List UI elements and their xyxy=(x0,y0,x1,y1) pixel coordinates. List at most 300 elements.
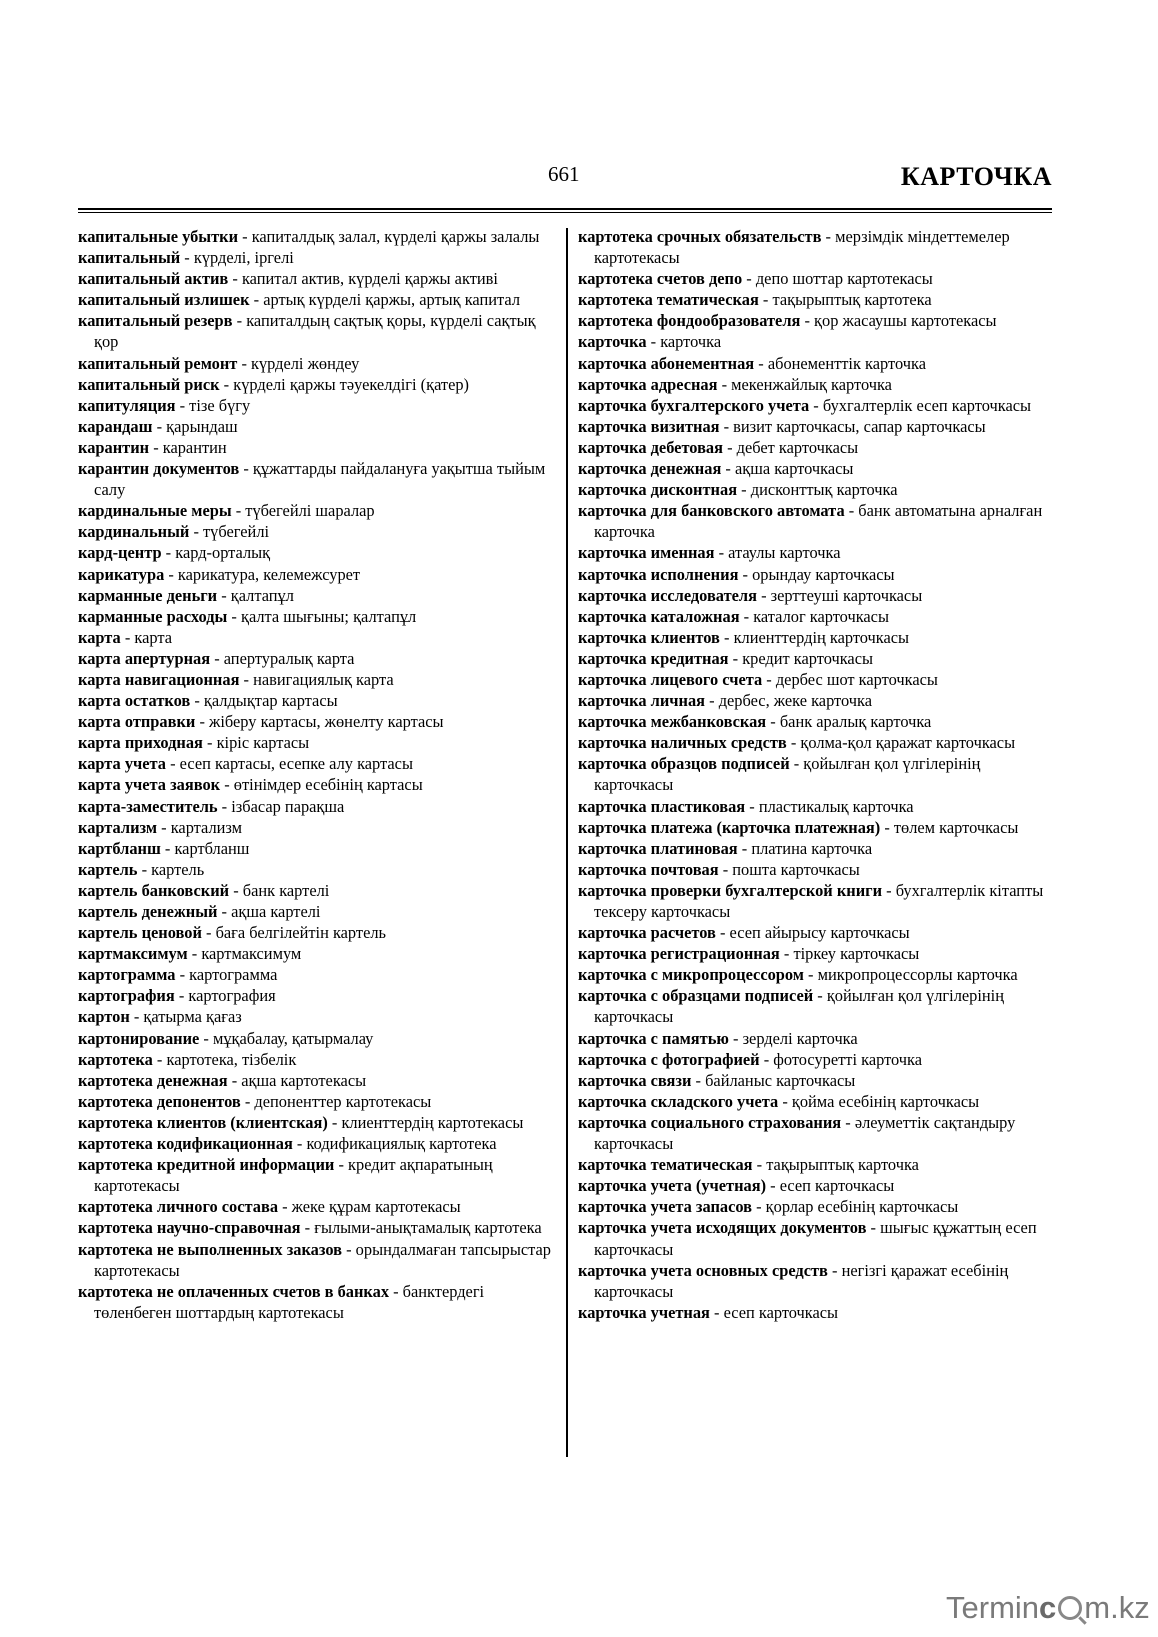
entry-separator: - xyxy=(754,353,768,373)
entry-term: карточка учета запасов xyxy=(578,1197,753,1217)
entry-term: картонирование xyxy=(78,1028,200,1048)
entry-term: карточка кредитная xyxy=(578,648,729,668)
entry-separator: - xyxy=(738,564,753,584)
dictionary-entry xyxy=(578,711,1060,732)
entry-definition: қолма-қол қаражат карточкасы xyxy=(800,733,1016,753)
dictionary-entry xyxy=(578,395,1060,416)
dictionary-entry xyxy=(578,817,1060,838)
entry-definition: картограмма xyxy=(189,965,278,985)
entry-separator: - xyxy=(249,290,264,310)
dictionary-entry xyxy=(78,564,556,585)
entry-separator: - xyxy=(728,1028,743,1048)
entry-definition: түбегейлі xyxy=(203,522,270,542)
entry-definition: ғылыми-анықтамалық картотека xyxy=(314,1218,542,1238)
dictionary-entry xyxy=(78,374,556,395)
entry-separator: - xyxy=(152,1049,167,1069)
entry-definition: мерзімдік міндеттемелер картотекасы xyxy=(594,227,1010,268)
entry-separator: - xyxy=(199,1028,213,1048)
dictionary-entry xyxy=(78,542,556,563)
entry-term: капитальный актив xyxy=(78,269,229,289)
entry-definition: депоненттер картотекасы xyxy=(254,1091,432,1111)
dictionary-entry xyxy=(78,353,556,374)
entry-separator: - xyxy=(844,501,859,521)
dictionary-entry xyxy=(78,416,556,437)
entry-term: карточка учета исходящих документов xyxy=(578,1218,867,1238)
entry-definition: құжаттарды пайдалануға уақытша тыйым салу xyxy=(94,459,546,500)
entry-separator: - xyxy=(174,986,189,1006)
entry-term: кардинальные меры xyxy=(78,501,232,521)
entry-definition: ақша картотекасы xyxy=(241,1070,367,1090)
entry-definition: орындалмаған тапсырыстар картотекасы xyxy=(94,1239,551,1280)
entry-separator: - xyxy=(762,669,776,689)
entry-term: кардинальный xyxy=(78,522,190,542)
entry-separator: - xyxy=(880,817,894,837)
dictionary-entry xyxy=(578,1196,1060,1217)
entry-term: карточка каталожная xyxy=(578,606,740,626)
watermark-text-end: m.kz xyxy=(1084,1590,1150,1625)
dictionary-entry xyxy=(578,331,1060,352)
dictionary-entry xyxy=(78,1091,556,1112)
entry-definition: пластикалық карточка xyxy=(758,796,914,816)
entry-separator: - xyxy=(238,227,252,246)
entry-term: картон xyxy=(78,1007,130,1027)
dictionary-entry xyxy=(78,1196,556,1217)
entry-term: карточка расчетов xyxy=(578,923,716,943)
dictionary-entry xyxy=(78,585,556,606)
entry-definition: апертуралық карта xyxy=(223,648,355,668)
entry-separator: - xyxy=(800,311,815,331)
dictionary-entry xyxy=(78,648,556,669)
dictionary-entry xyxy=(578,310,1060,331)
entry-definition: кредит карточкасы xyxy=(742,648,873,668)
dictionary-entry xyxy=(578,226,1060,268)
entry-term: картбланш xyxy=(78,838,161,858)
entry-definition: клиенттердің картотекасы xyxy=(341,1112,524,1132)
entry-definition: кодификациялық картотека xyxy=(306,1134,497,1154)
entry-term: карточка абонементная xyxy=(578,353,755,373)
entry-definition: капиталдық залал, күрделі қаржы залалы xyxy=(251,227,540,246)
entry-separator: - xyxy=(239,459,253,479)
entry-definition: қалдықтар картасы xyxy=(203,691,338,711)
entry-separator: - xyxy=(149,437,163,457)
entry-term: карточка с микропроцессором xyxy=(578,965,804,985)
entry-separator: - xyxy=(745,796,759,816)
entry-term: картография xyxy=(78,986,175,1006)
entry-term: карточка для банковского автомата xyxy=(578,501,845,521)
entry-definition: қатырма қағаз xyxy=(143,1007,242,1027)
dictionary-entry xyxy=(578,880,1060,922)
entry-term: карта-заместитель xyxy=(78,796,218,816)
entry-term: карточка денежная xyxy=(578,459,722,479)
entry-term: картель банковский xyxy=(78,880,230,900)
entry-term: карта учета заявок xyxy=(78,775,221,795)
dictionary-entry xyxy=(578,479,1060,500)
entry-definition: есеп айырысу карточкасы xyxy=(729,923,910,943)
entry-separator: - xyxy=(737,838,752,858)
entry-separator: - xyxy=(166,754,180,774)
entry-term: карикатура xyxy=(78,564,165,584)
entry-term: картотека личного состава xyxy=(78,1197,279,1217)
entry-definition: қалта шығыны; қалтапұл xyxy=(240,606,417,626)
entry-term: капитальный ремонт xyxy=(78,353,238,373)
entry-definition: пошта карточкасы xyxy=(732,859,860,879)
entry-term: карточка платежа (карточка платежная) xyxy=(578,817,881,837)
entry-definition: депо шоттар картотекасы xyxy=(755,269,933,289)
entry-separator: - xyxy=(803,965,818,985)
entry-term: карточка xyxy=(578,332,647,352)
entry-term: карта xyxy=(78,627,121,647)
entry-definition: қарындаш xyxy=(166,416,238,436)
entry-separator: - xyxy=(239,669,254,689)
entry-term: карточка регистрационная xyxy=(578,944,780,964)
dictionary-entry xyxy=(578,416,1060,437)
entry-term: карточка складского учета xyxy=(578,1091,779,1111)
entry-separator: - xyxy=(342,1239,356,1259)
entry-term: карточка учета (учетная) xyxy=(578,1176,767,1196)
dictionary-entry xyxy=(78,796,556,817)
entry-definition: дебет карточкасы xyxy=(736,437,859,457)
entry-separator: - xyxy=(691,1070,706,1090)
header-rule xyxy=(78,208,1052,210)
entry-separator: - xyxy=(718,859,733,879)
entry-separator: - xyxy=(752,1155,767,1175)
entry-term: карта остатков xyxy=(78,691,191,711)
entry-separator: - xyxy=(232,311,247,331)
entry-separator: - xyxy=(160,838,175,858)
dictionary-entry xyxy=(78,922,556,943)
entry-separator: - xyxy=(137,859,152,879)
dictionary-entry xyxy=(78,690,556,711)
dictionary-entry xyxy=(78,437,556,458)
entry-term: карта навигационная xyxy=(78,669,240,689)
entry-separator: - xyxy=(827,1260,842,1280)
entry-separator: - xyxy=(752,1197,766,1217)
entry-term: картотека фондообразователя xyxy=(578,311,801,331)
page-title: КАРТОЧКА xyxy=(900,162,1052,191)
entry-definition: тақырыптық картотека xyxy=(772,290,932,310)
dictionary-entry xyxy=(578,964,1060,985)
watermark-text-accent: c xyxy=(1039,1590,1057,1625)
dictionary-entry xyxy=(578,1091,1060,1112)
entry-separator: - xyxy=(739,606,754,626)
dictionary-entry xyxy=(578,1175,1060,1196)
entry-separator: - xyxy=(705,691,719,711)
entry-separator: - xyxy=(220,775,234,795)
entry-separator: - xyxy=(709,1302,724,1322)
entry-definition: картография xyxy=(188,986,276,1006)
entry-separator: - xyxy=(189,522,204,542)
entry-definition: абонементтік карточка xyxy=(767,353,926,373)
entry-definition: карточка xyxy=(660,332,722,352)
entry-separator: - xyxy=(227,1070,242,1090)
entry-separator: - xyxy=(217,902,232,921)
dictionary-entry xyxy=(78,1133,556,1154)
entry-term: карманные расходы xyxy=(78,606,228,626)
entry-term: картотека срочных обязательств xyxy=(578,227,822,246)
entry-definition: қойылған қол үлгілерінің карточкасы xyxy=(594,754,981,795)
entry-term: картотека кредитной информации xyxy=(78,1155,335,1175)
entry-term: карта приходная xyxy=(78,733,203,753)
dictionary-entry xyxy=(78,606,556,627)
entry-definition: орындау карточкасы xyxy=(752,564,895,584)
entry-definition: карта xyxy=(134,627,173,647)
entry-definition: шығыс құжаттың есеп карточкасы xyxy=(594,1218,1037,1259)
entry-separator: - xyxy=(723,437,737,457)
dictionary-entry xyxy=(578,985,1060,1027)
entry-definition: навигациялық карта xyxy=(253,669,394,689)
entry-separator: - xyxy=(217,585,231,605)
entry-definition: күрделі қаржы тәуекелдігі (қатер) xyxy=(233,374,470,394)
entry-definition: қалтапұл xyxy=(230,585,294,605)
entry-term: капитальный риск xyxy=(78,374,220,394)
entry-separator: - xyxy=(779,944,794,964)
entry-separator: - xyxy=(719,416,734,436)
entry-separator: - xyxy=(721,459,735,479)
entry-separator: - xyxy=(278,1197,292,1217)
entry-separator: - xyxy=(175,395,190,415)
dictionary-entry xyxy=(78,1239,556,1281)
dictionary-entry xyxy=(578,606,1060,627)
dictionary-entry xyxy=(78,1070,556,1091)
dictionary-entry xyxy=(78,985,556,1006)
entry-term: карточка наличных средств xyxy=(578,733,787,753)
entry-separator: - xyxy=(129,1007,144,1027)
dictionary-entry xyxy=(78,838,556,859)
entry-term: картализм xyxy=(78,817,158,837)
dictionary-entry xyxy=(78,943,556,964)
entry-separator: - xyxy=(292,1134,307,1154)
dictionary-entry xyxy=(78,226,556,247)
entry-separator: - xyxy=(789,754,804,774)
entry-separator: - xyxy=(237,353,251,373)
entry-definition: баға белгілейтін картель xyxy=(215,923,386,943)
dictionary-entry xyxy=(78,901,556,922)
dictionary-entry xyxy=(78,859,556,880)
dictionary-entry xyxy=(578,943,1060,964)
entry-definition: фотосуретті карточка xyxy=(773,1049,923,1069)
entry-term: картотека научно-справочная xyxy=(78,1218,301,1238)
entry-separator: - xyxy=(202,733,217,753)
entry-definition: микропроцессорлы карточка xyxy=(817,965,1018,985)
entry-term: картотека клиентов (клиентская) xyxy=(78,1112,328,1132)
entry-separator: - xyxy=(742,269,756,289)
entry-separator: - xyxy=(841,1112,855,1132)
watermark-text-start: Termin xyxy=(946,1590,1040,1625)
entry-term: капитальный xyxy=(78,248,181,268)
dictionary-entry xyxy=(78,500,556,521)
dictionary-entry xyxy=(78,669,556,690)
entry-definition: төлем карточкасы xyxy=(893,817,1019,837)
entry-definition: бухгалтерлік кітапты тексеру карточкасы xyxy=(594,880,1044,921)
entry-definition: картмаксимум xyxy=(201,944,302,964)
dictionary-entry xyxy=(78,711,556,732)
entry-term: картель денежный xyxy=(78,902,218,921)
entry-separator: - xyxy=(813,986,827,1006)
dictionary-entry xyxy=(578,1049,1060,1070)
entry-term: картотека кодификационная xyxy=(78,1134,293,1154)
dictionary-entry xyxy=(578,437,1060,458)
entry-definition: тақырыптық карточка xyxy=(766,1155,919,1175)
entry-separator: - xyxy=(180,248,194,268)
entry-separator: - xyxy=(717,374,732,394)
dictionary-entry xyxy=(78,817,556,838)
entry-term: капитуляция xyxy=(78,395,176,415)
entry-term: картотека депонентов xyxy=(78,1091,241,1111)
entry-definition: жіберу картасы, жөнелту картасы xyxy=(209,712,444,732)
entry-term: карточка учетная xyxy=(578,1302,710,1322)
dictionary-entry xyxy=(78,1028,556,1049)
entry-definition: есеп картасы, есепке алу картасы xyxy=(179,754,413,774)
entry-definition: есеп карточкасы xyxy=(723,1302,839,1322)
entry-separator: - xyxy=(389,1281,403,1301)
dictionary-entry xyxy=(578,1070,1060,1091)
entry-term: карточка дисконтная xyxy=(578,480,738,500)
entry-separator: - xyxy=(758,290,773,310)
entry-term: карточка почтовая xyxy=(578,859,719,879)
entry-separator: - xyxy=(715,923,730,943)
entry-definition: ақша карточкасы xyxy=(734,459,854,479)
entry-definition: байланыс карточкасы xyxy=(705,1070,856,1090)
entry-definition: дисконттық карточка xyxy=(750,480,898,500)
entry-definition: банк картелі xyxy=(242,880,330,900)
entry-separator: - xyxy=(229,880,243,900)
dictionary-entry xyxy=(578,922,1060,943)
right-column xyxy=(578,226,1060,1323)
dictionary-entry xyxy=(78,880,556,901)
entry-definition: картализм xyxy=(170,817,243,837)
entry-term: кард-центр xyxy=(78,543,162,563)
entry-definition: мекенжайлық карточка xyxy=(731,374,892,394)
entry-definition: қойма есебінің карточкасы xyxy=(791,1091,980,1111)
entry-term: карточка межбанковская xyxy=(578,712,767,732)
entry-definition: банктердегі төленбеген шоттардың картотекасы xyxy=(94,1281,485,1322)
entry-definition: клиенттердің карточкасы xyxy=(733,627,910,647)
entry-term: карточка связи xyxy=(578,1070,692,1090)
entry-separator: - xyxy=(882,880,896,900)
entry-term: карточка учета основных средств xyxy=(578,1260,828,1280)
entry-term: капитальные убытки xyxy=(78,227,239,246)
dictionary-entry xyxy=(578,268,1060,289)
entry-term: картограмма xyxy=(78,965,176,985)
entry-term: картотека xyxy=(78,1049,153,1069)
dictionary-entry xyxy=(578,669,1060,690)
entry-term: карточка с фотографией xyxy=(578,1049,760,1069)
entry-definition: бухгалтерлік есеп карточкасы xyxy=(822,395,1032,415)
entry-definition: зерделі карточка xyxy=(742,1028,858,1048)
entry-term: карточка визитная xyxy=(578,416,720,436)
dictionary-entry xyxy=(78,268,556,289)
entry-separator: - xyxy=(866,1218,881,1238)
entry-separator: - xyxy=(728,648,743,668)
entry-definition: ақша картелі xyxy=(231,902,321,921)
entry-definition: тізе бүгу xyxy=(189,395,251,415)
entry-definition: ізбасар парақша xyxy=(231,796,345,816)
entry-separator: - xyxy=(187,944,202,964)
dictionary-entry xyxy=(578,1154,1060,1175)
entry-term: капитальный излишек xyxy=(78,290,250,310)
dictionary-entry xyxy=(78,1154,556,1196)
entry-separator: - xyxy=(766,712,780,732)
entry-separator: - xyxy=(809,395,823,415)
dictionary-entry xyxy=(78,1217,556,1238)
entry-definition: кард-орталық xyxy=(175,543,271,563)
entry-definition: артық күрделі қаржы, артық капитал xyxy=(263,290,520,310)
entry-separator: - xyxy=(175,965,190,985)
entry-definition: дербес шот карточкасы xyxy=(775,669,938,689)
entry-separator: - xyxy=(161,543,176,563)
entry-definition: платина карточка xyxy=(751,838,873,858)
page-number: 661 xyxy=(548,162,580,186)
entry-separator: - xyxy=(821,227,836,246)
entry-separator: - xyxy=(120,627,135,647)
dictionary-entry xyxy=(578,1260,1060,1302)
entry-definition: қойылған қол үлгілерінің карточкасы xyxy=(594,986,1005,1027)
entry-term: карточка исполнения xyxy=(578,564,739,584)
entry-definition: каталог карточкасы xyxy=(753,606,889,626)
dictionary-entry xyxy=(578,1302,1060,1323)
entry-definition: күрделі, іргелі xyxy=(193,248,294,268)
entry-separator: - xyxy=(646,332,661,352)
entry-term: карточка с памятью xyxy=(578,1028,729,1048)
entry-term: картмаксимум xyxy=(78,944,188,964)
entry-separator: - xyxy=(228,269,242,289)
dictionary-entry xyxy=(78,753,556,774)
entry-definition: картбланш xyxy=(174,838,250,858)
entry-definition: тіркеу карточкасы xyxy=(793,944,920,964)
dictionary-entry xyxy=(578,838,1060,859)
dictionary-entry xyxy=(78,627,556,648)
entry-term: картотека счетов депо xyxy=(578,269,743,289)
dictionary-entry xyxy=(78,521,556,542)
entry-term: карандаш xyxy=(78,416,153,436)
entry-definition: карикатура, келемежсурет xyxy=(177,564,361,584)
watermark-logo xyxy=(946,1590,1150,1626)
entry-term: карточка дебетовая xyxy=(578,437,723,457)
entry-definition: қор жасаушы картотекасы xyxy=(814,311,997,331)
entry-separator: - xyxy=(334,1155,349,1175)
dictionary-entry xyxy=(78,1112,556,1133)
magnifier-icon xyxy=(1058,1596,1082,1620)
entry-definition: визит карточкасы, сапар карточкасы xyxy=(733,416,986,436)
dictionary-entry xyxy=(78,1049,556,1070)
entry-separator: - xyxy=(217,796,232,816)
entry-term: карта отправки xyxy=(78,712,196,732)
dictionary-entry xyxy=(578,796,1060,817)
entry-separator: - xyxy=(190,691,204,711)
entry-separator: - xyxy=(240,1091,255,1111)
dictionary-entry xyxy=(578,500,1060,542)
entry-definition: өтінімдер есебінің картасы xyxy=(233,775,423,795)
entry-term: карманные деньги xyxy=(78,585,218,605)
entry-separator: - xyxy=(719,627,734,647)
entry-separator: - xyxy=(786,733,801,753)
dictionary-entry xyxy=(578,627,1060,648)
entry-separator: - xyxy=(210,648,224,668)
entry-separator: - xyxy=(227,606,241,626)
entry-definition: капиталдың сақтық қоры, күрделі сақтық қор xyxy=(94,311,536,352)
entry-definition: қорлар есебінің карточкасы xyxy=(765,1197,959,1217)
dictionary-entry xyxy=(578,753,1060,795)
dictionary-entry xyxy=(78,458,556,500)
dictionary-entry xyxy=(78,395,556,416)
entry-definition: кредит ақпаратының картотекасы xyxy=(94,1155,493,1196)
dictionary-entry xyxy=(78,1006,556,1027)
entry-definition: кіріс картасы xyxy=(216,733,310,753)
entry-separator: - xyxy=(737,480,751,500)
entry-term: карточка адресная xyxy=(578,374,718,394)
entry-term: карточка платиновая xyxy=(578,838,738,858)
dictionary-entry xyxy=(78,774,556,795)
